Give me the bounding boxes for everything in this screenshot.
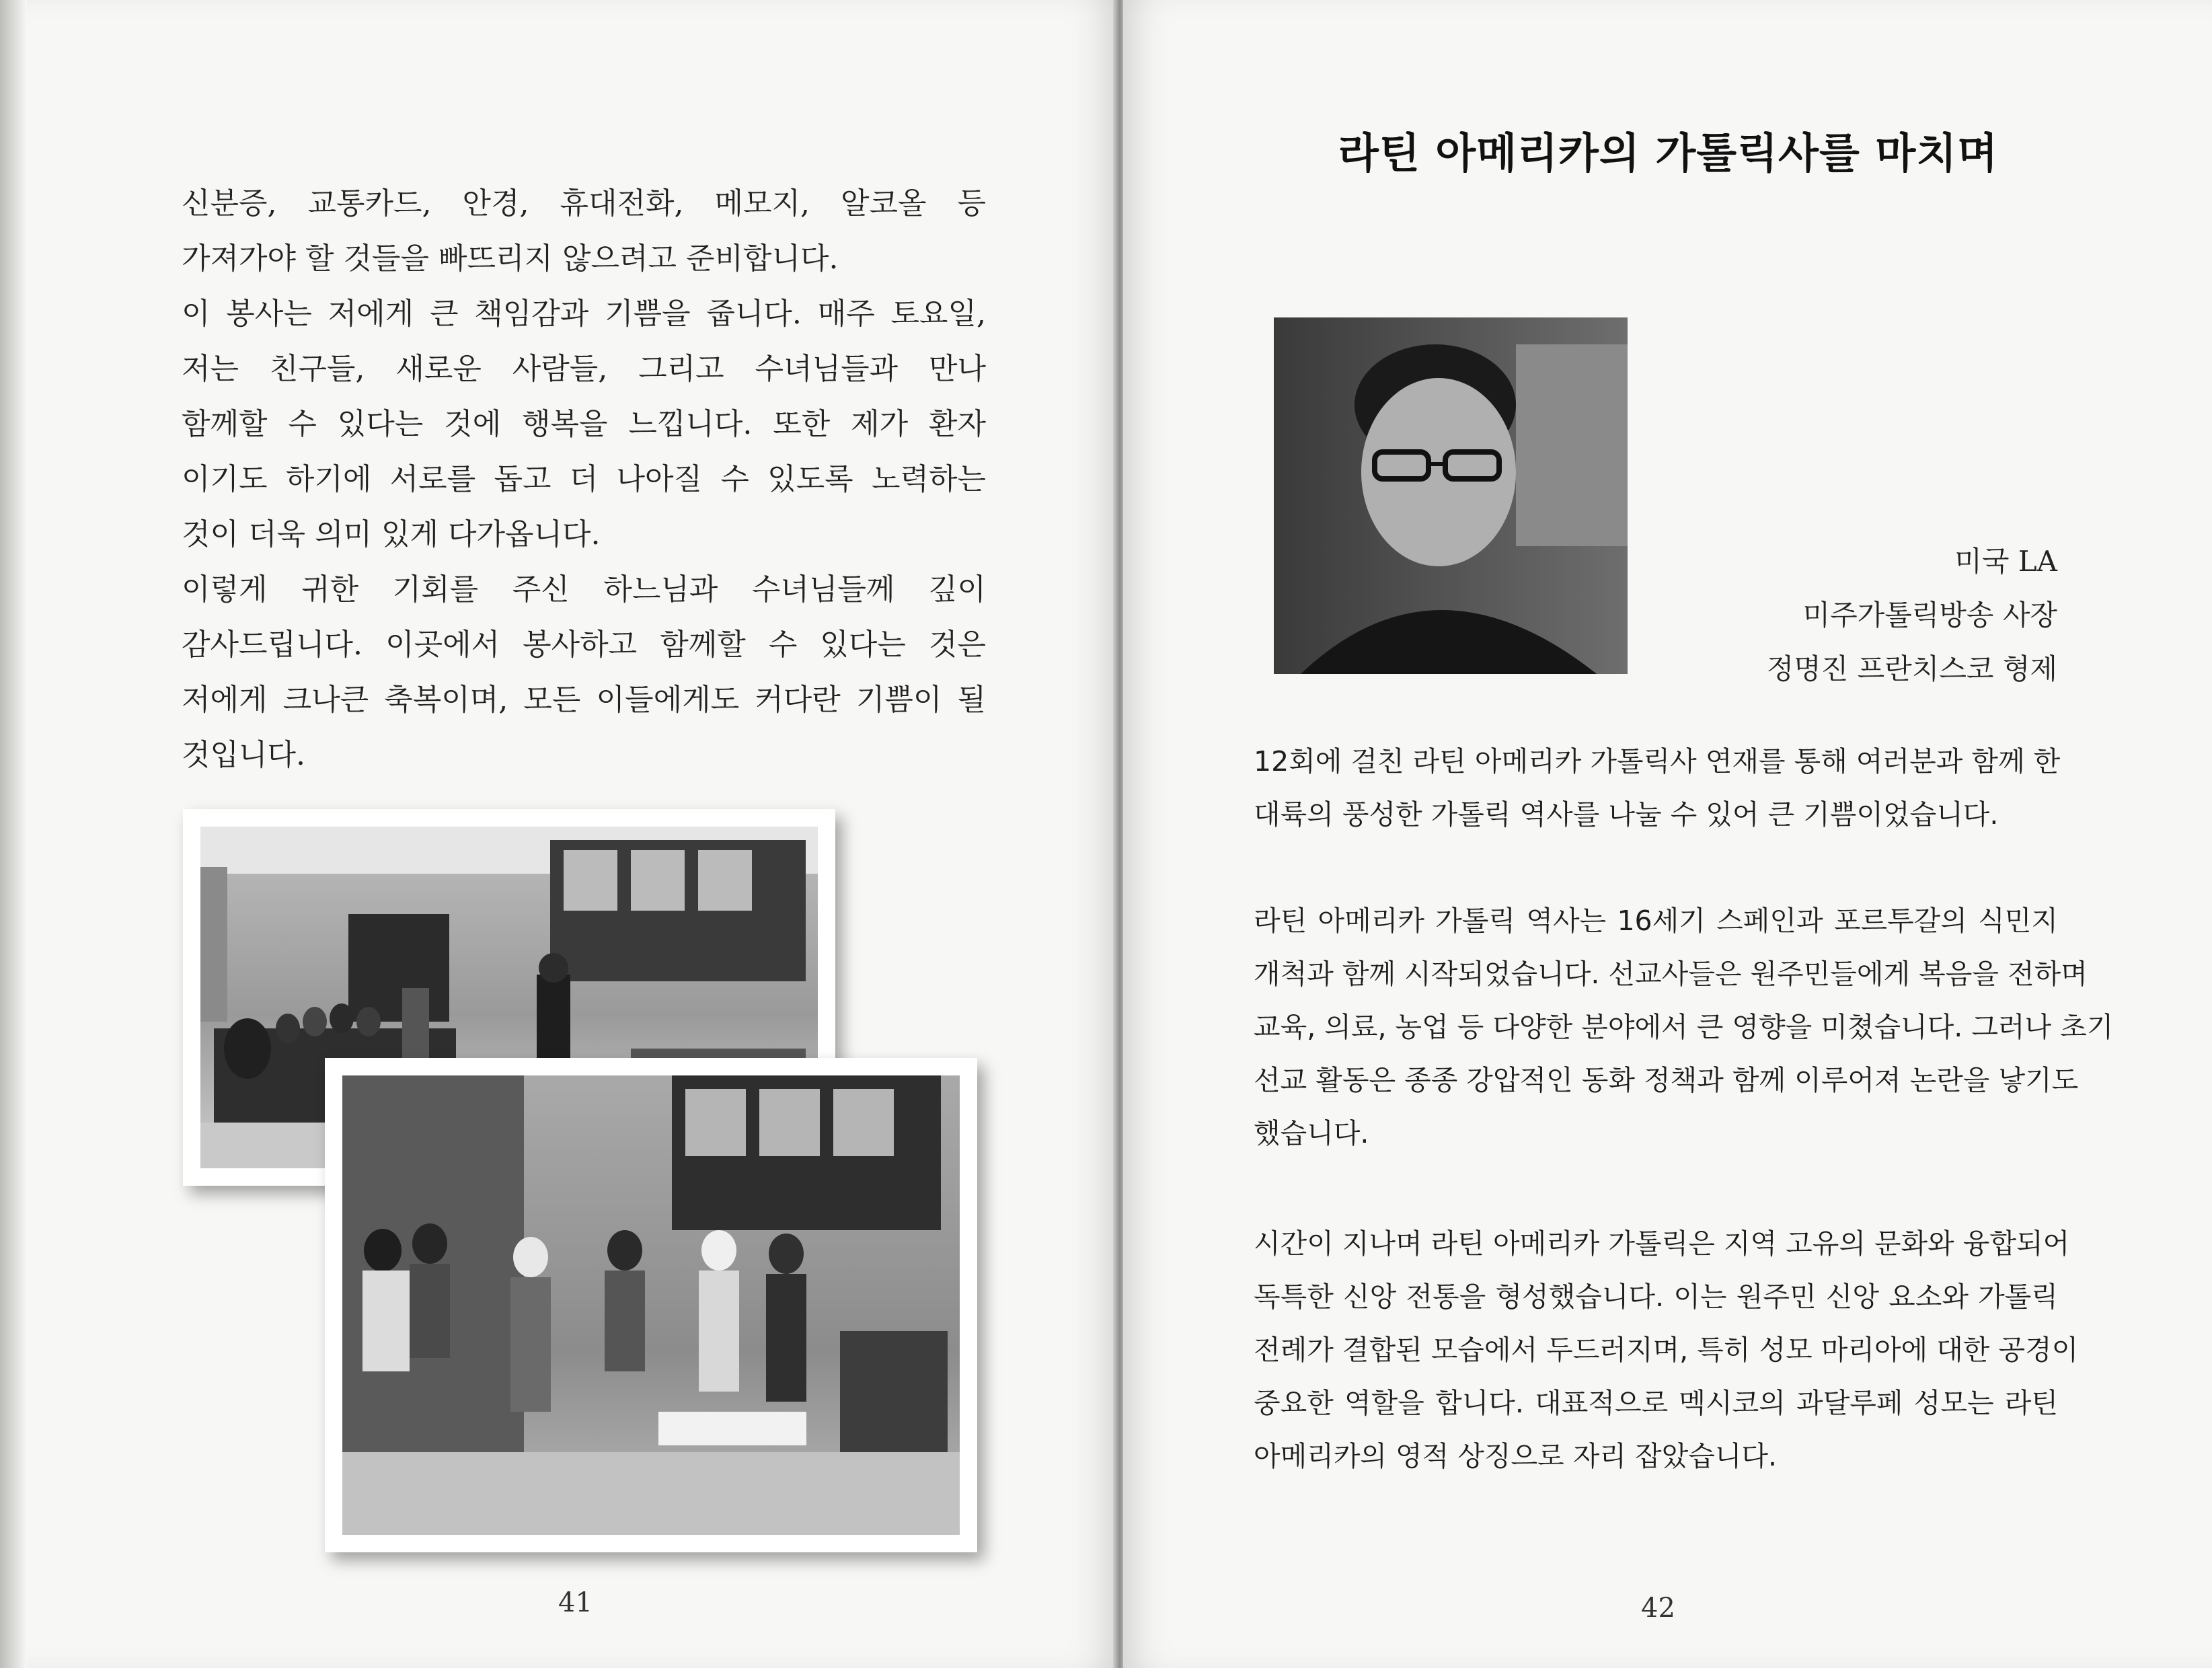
author-portrait xyxy=(1274,317,1628,674)
text-line: 가져가야 할 것들을 빠뜨리지 않으려고 준비합니다. xyxy=(182,241,839,276)
byline-position: 미주가톨릭방송 사장 xyxy=(1802,599,2057,632)
page-number-right: 42 xyxy=(1641,1593,1675,1624)
text-line: 전례가 결합된 모습에서 두드러지며, 특히 성모 마리아에 대한 공경이 xyxy=(1254,1334,2079,1366)
byline-author: 정명진 프란치스코 형제 xyxy=(1766,652,2057,685)
text-line: 아메리카의 영적 상징으로 자리 잡았습니다. xyxy=(1254,1440,1778,1472)
text-line: 시간이 지나며 라틴 아메리카 가톨릭은 지역 고유의 문화와 융합되어 xyxy=(1254,1227,2070,1260)
text-line: 신분증, 교통카드, 안경, 휴대전화, 메모지, 알코올 등 xyxy=(182,186,986,221)
text-line: 함께할 수 있다는 것에 행복을 느낍니다. 또한 제가 환자 xyxy=(182,407,986,441)
text-line: 선교 활동은 종종 강압적인 동화 정책과 함께 이루어져 논란을 낳기도 xyxy=(1254,1064,2079,1096)
text-line: 독특한 신앙 전통을 형성했습니다. 이는 원주민 신앙 요소와 가톨릭 xyxy=(1254,1281,2058,1313)
text-line: 저에게 크나큰 축복이며, 모든 이들에게도 커다란 기쁨이 될 xyxy=(182,683,986,717)
text-line: 대륙의 풍성한 가톨릭 역사를 나눌 수 있어 큰 기쁨이었습니다. xyxy=(1254,798,1999,831)
byline-location: 미국 LA xyxy=(1954,545,2057,578)
text-line: 개척과 함께 시작되었습니다. 선교사들은 원주민들에게 복음을 전하며 xyxy=(1254,958,2088,990)
text-line: 감사드립니다. 이곳에서 봉사하고 함께할 수 있다는 것은 xyxy=(182,628,986,662)
text-line: 이기도 하기에 서로를 돕고 더 나아질 수 있도록 노력하는 xyxy=(182,462,986,496)
text-line: 중요한 역할을 합니다. 대표적으로 멕시코의 과달루페 성모는 라틴 xyxy=(1254,1387,2058,1419)
page-edge-shadow xyxy=(0,0,27,1668)
article-title: 라틴 아메리카의 가톨릭사를 마치며 xyxy=(1338,128,1999,178)
text-line: 했습니다. xyxy=(1254,1117,1369,1149)
text-line: 라틴 아메리카 가톨릭 역사는 16세기 스페인과 포르투갈의 식민지 xyxy=(1254,905,2058,937)
photo-illustration xyxy=(342,1075,960,1535)
text-line: 저는 친구들, 새로운 사람들, 그리고 수녀님들과 만나 xyxy=(182,352,986,386)
left-page-body xyxy=(182,176,986,783)
paragraph-1 xyxy=(1254,735,2061,841)
text-line: 12회에 걸친 라틴 아메리카 가톨릭사 연재를 통해 여러분과 함께 한 xyxy=(1254,745,2061,778)
text-line: 것이 더욱 의미 있게 다가옵니다. xyxy=(182,517,601,552)
paragraph-2 xyxy=(1254,895,2114,1160)
text-line: 교육, 의료, 농업 등 다양한 분야에서 큰 영향을 미쳤습니다. 그러나 초기 xyxy=(1254,1011,2114,1043)
portrait-illustration xyxy=(1274,317,1628,674)
gathering-photo xyxy=(325,1058,977,1552)
text-line: 이렇게 귀한 기회를 주신 하느님과 수녀님들께 깊이 xyxy=(182,572,986,607)
text-line: 것입니다. xyxy=(182,738,306,772)
page-number-left: 41 xyxy=(558,1587,593,1618)
author-byline xyxy=(1767,535,2057,696)
text-line: 이 봉사는 저에게 큰 책임감과 기쁨을 줍니다. 매주 토요일, xyxy=(182,297,986,331)
paragraph-3 xyxy=(1254,1217,2079,1483)
